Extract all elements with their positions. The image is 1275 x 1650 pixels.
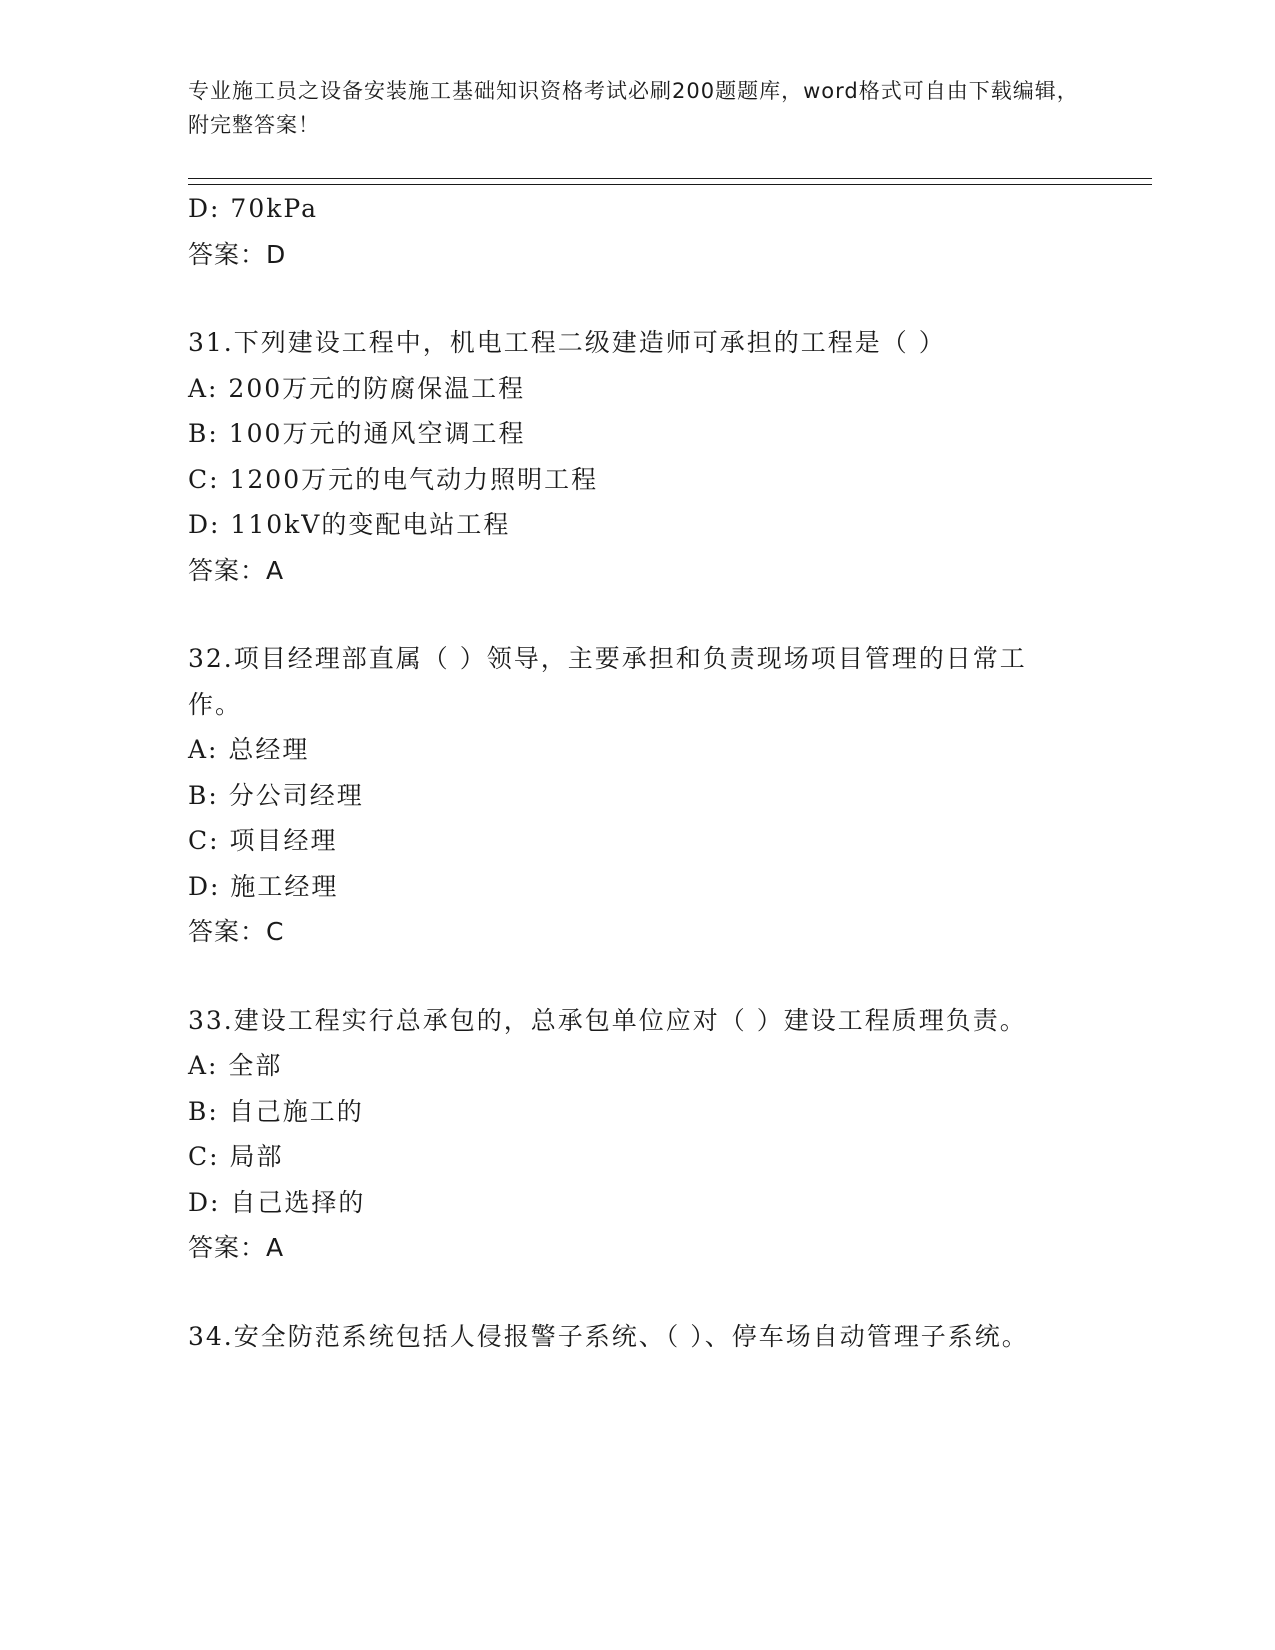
question-33-option-b: B: 自己施工的 bbox=[188, 1096, 364, 1126]
question-gap bbox=[188, 955, 1068, 998]
question-33-option-d: D: 自己选择的 bbox=[188, 1187, 366, 1217]
answer-value: A bbox=[266, 555, 285, 585]
question-31-answer bbox=[188, 548, 1068, 594]
question-31-option-a: A: 200万元的防腐保温工程 bbox=[188, 373, 526, 403]
answer-value: A bbox=[266, 1233, 285, 1262]
question-31-stem: 31.下列建设工程中，机电工程二级建造师可承担的工程是（ ） bbox=[188, 328, 946, 357]
header-divider-bottom bbox=[188, 184, 1152, 185]
question-32-option-d: D: 施工经理 bbox=[188, 871, 339, 901]
question-32-option-a: A: 总经理 bbox=[188, 735, 310, 764]
option-d: D: 70kPa bbox=[188, 194, 318, 223]
answer-label: 答案： bbox=[188, 917, 267, 946]
question-32-stem: 32.项目经理部直属（ ）领导，主要承担和负责现场项目管理的日常工作。 bbox=[188, 644, 1027, 719]
question-33-option-a: A: 全部 bbox=[188, 1051, 283, 1080]
question-32-answer bbox=[188, 909, 1068, 955]
document-header bbox=[188, 74, 1088, 142]
question-34-stem: 34.安全防范系统包括人侵报警子系统、（ ）、停车场自动管理子系统。 bbox=[188, 1321, 1029, 1351]
question-31-option-c: C: 1200万元的电气动力照明工程 bbox=[188, 464, 599, 494]
question-31-option-d: D: 110kV的变配电站工程 bbox=[188, 510, 511, 539]
question-31-option-b: B: 100万元的通风空调工程 bbox=[188, 419, 526, 448]
header-text: 专业施工员之设备安装施工基础知识资格考试必刷200题题库，word格式可自由下载编辑，附完整答案！ bbox=[188, 79, 1079, 137]
answer-label: 答案： bbox=[188, 1233, 267, 1262]
question-gap bbox=[188, 277, 1068, 320]
answer-value: D bbox=[266, 239, 287, 269]
question-33-option-c: C: 局部 bbox=[188, 1142, 284, 1171]
question-33-answer bbox=[188, 1225, 1068, 1271]
answer-line bbox=[188, 232, 1068, 278]
question-gap bbox=[188, 1271, 1068, 1314]
question-gap bbox=[188, 593, 1068, 636]
answer-label: 答案： bbox=[188, 239, 267, 269]
question-32-option-c: C: 项目经理 bbox=[188, 826, 338, 855]
question-list bbox=[188, 186, 1068, 1359]
answer-label: 答案： bbox=[188, 555, 267, 585]
question-33-stem: 33.建设工程实行总承包的，总承包单位应对（ ）建设工程质理负责。 bbox=[188, 1005, 1027, 1035]
question-32-option-b: B: 分公司经理 bbox=[188, 780, 364, 810]
header-divider-top bbox=[188, 178, 1152, 179]
answer-value: C bbox=[266, 917, 285, 946]
